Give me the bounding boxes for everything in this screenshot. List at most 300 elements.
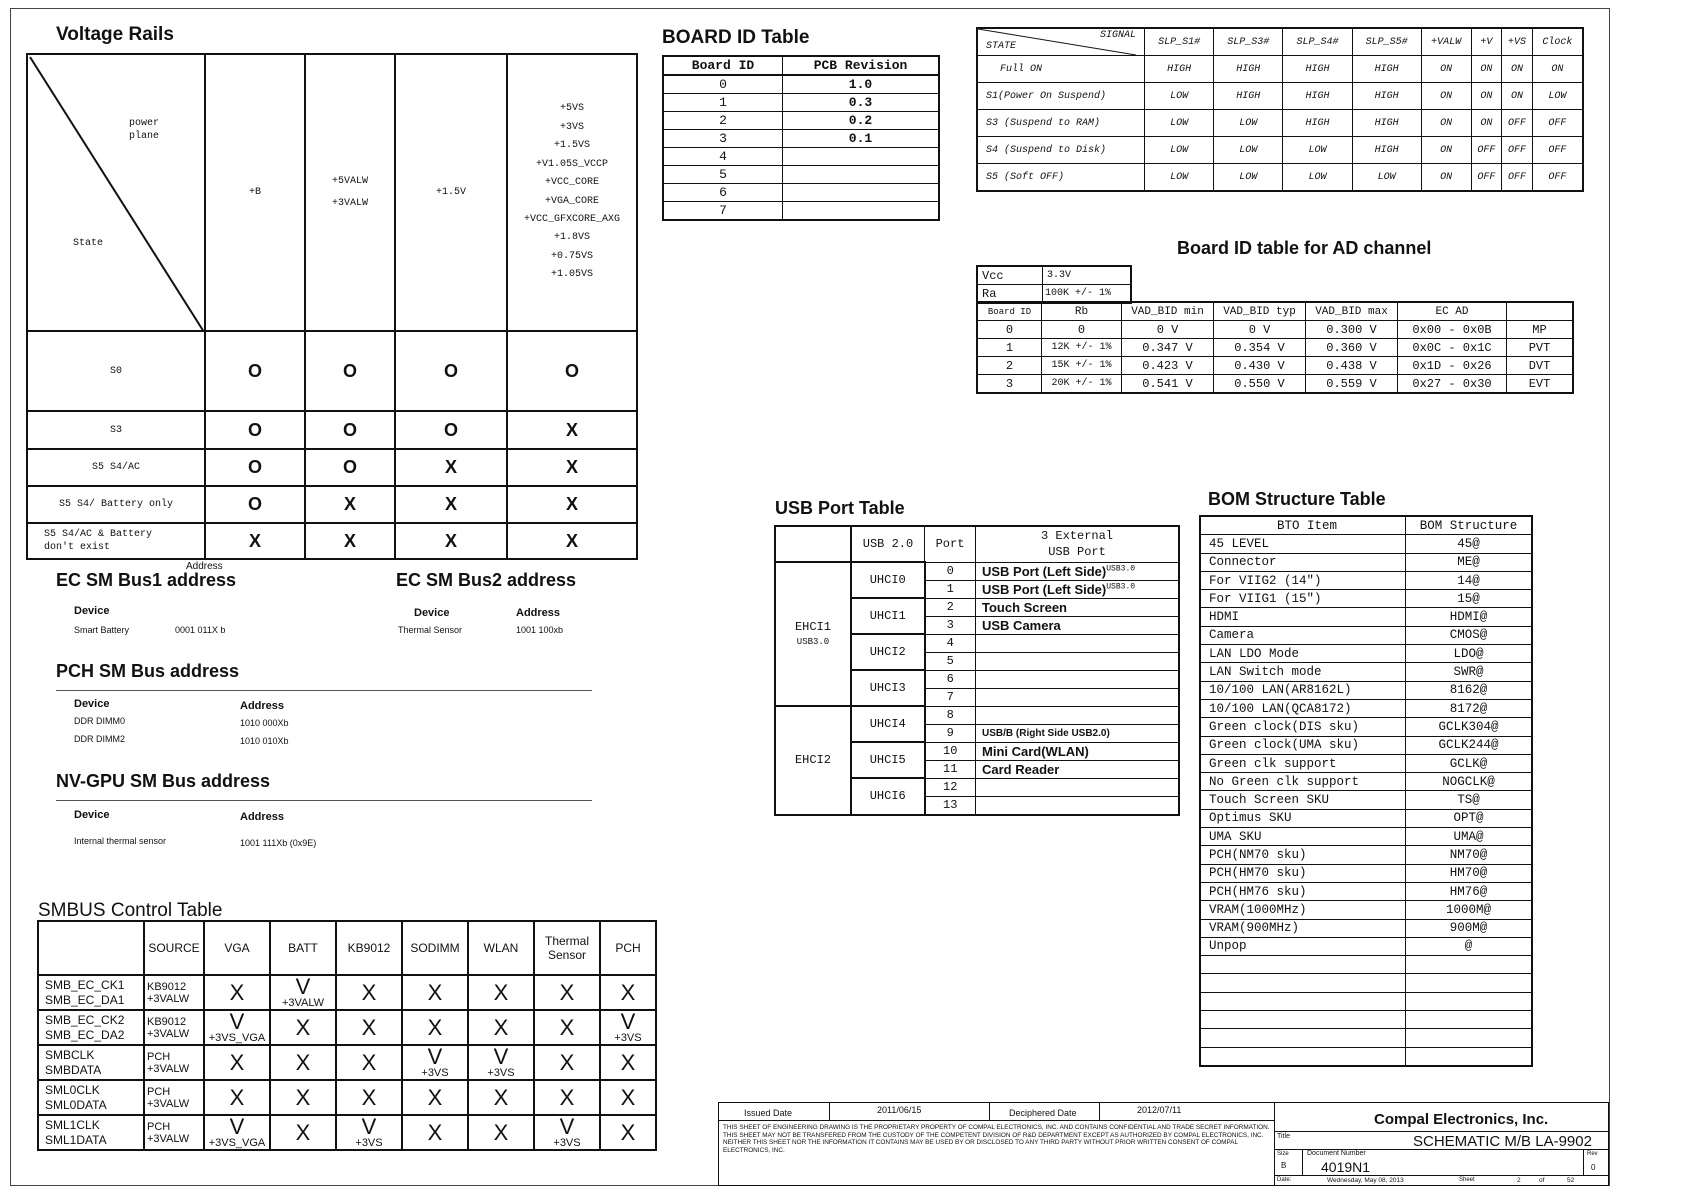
port: 3: [925, 616, 976, 634]
smbus-mark: V: [559, 1113, 575, 1139]
date-value: Wednesday, May 08, 2013: [1327, 1177, 1404, 1184]
mark: X: [305, 486, 395, 523]
bom-structure: 1000M@: [1406, 901, 1533, 919]
bom-structure: CMOS@: [1406, 626, 1533, 644]
bom-item: [1200, 1029, 1406, 1047]
col: SLP_S3#: [1214, 28, 1283, 56]
smbus-rail: +3VS: [421, 1066, 449, 1079]
mark: O: [305, 331, 395, 411]
smbus-rail: +3VS_VGA: [208, 1136, 266, 1149]
state-s3: S3: [27, 411, 205, 449]
c: 2: [977, 357, 1042, 375]
rev-label: Rev: [1587, 1151, 1598, 1157]
smbus-rail: +3VS_VGA: [208, 1031, 266, 1044]
v: LOW: [1145, 164, 1214, 192]
bom-item: [1200, 1011, 1406, 1029]
rail-col-5valw: +5VALW +3VALW: [305, 54, 395, 331]
mark: X: [205, 523, 305, 559]
source-device: KB9012: [147, 980, 187, 993]
ec-bus1-address: 0001 011X b: [175, 625, 226, 635]
size-value: B: [1281, 1161, 1287, 1170]
smbus-cell: [600, 1010, 656, 1045]
cell: 6: [663, 184, 783, 202]
bom-item: [1200, 974, 1406, 992]
state-s5-none: S5 S4/AC & Battery don't exist: [27, 523, 205, 559]
rev-value: 0: [1591, 1163, 1596, 1172]
schematic-title: SCHEMATIC M/B LA-9902: [1413, 1133, 1592, 1150]
c: 0.559 V: [1306, 375, 1398, 394]
mark: X: [395, 449, 507, 486]
pch-bus-device: DDR DIMM0: [74, 716, 125, 726]
title-label: Title: [1277, 1133, 1290, 1140]
bom-item: Connector: [1200, 553, 1406, 571]
c: PVT: [1507, 339, 1574, 357]
cell: 0: [663, 75, 783, 94]
ad-vcc-table: [976, 265, 1132, 304]
cell: 0.1: [783, 130, 940, 148]
bom-item: Unpop: [1200, 937, 1406, 955]
deciphered-label: Deciphered Date: [1009, 1108, 1077, 1118]
tb-line: [1274, 1131, 1608, 1132]
v: HIGH: [1352, 137, 1421, 164]
nvgpu-bus-device: Internal thermal sensor: [74, 836, 167, 846]
usb-port-table: [774, 525, 1180, 816]
smbus-header: SOURCE: [144, 921, 204, 975]
source-device: PCH: [147, 1050, 171, 1063]
bom-table: [1199, 515, 1533, 1067]
port: 8: [925, 706, 976, 724]
smbus-cell: X: [468, 1115, 534, 1150]
smbus-mark: V: [620, 1008, 636, 1034]
ec-bus1-col-address-top: Address: [186, 561, 223, 572]
ec-bus1-title: EC SM Bus1 address: [56, 570, 237, 590]
usb-ehci1: [775, 562, 851, 706]
port: 10: [925, 742, 976, 760]
smbus-cell: X: [534, 1080, 600, 1115]
smbus-source: [144, 975, 204, 1010]
smbus-cell: X: [534, 1010, 600, 1045]
smbus-header: KB9012: [336, 921, 402, 975]
v: OFF: [1532, 137, 1583, 164]
signal-clk: SMB_EC_CK1: [45, 977, 125, 992]
smbus-header: PCH: [600, 921, 656, 975]
bom-item: PCH(HM70 sku): [1200, 864, 1406, 882]
deciphered-date: 2012/07/11: [1137, 1105, 1182, 1115]
header-signal: SIGNAL: [1099, 30, 1136, 41]
tb-vline: [829, 1103, 830, 1120]
smbus-signal: [38, 1115, 144, 1150]
mark: O: [395, 331, 507, 411]
v: ON: [1421, 110, 1471, 137]
smbus-rail: +3VS: [487, 1066, 515, 1079]
ra-value: 100K +/- 1%: [1043, 285, 1132, 304]
state: Full ON: [977, 56, 1145, 83]
cell: 0.3: [783, 94, 940, 112]
source-rail: +3VALW: [147, 1132, 190, 1145]
usb-device: Mini Card(WLAN): [976, 742, 1180, 760]
v: OFF: [1502, 137, 1533, 164]
usb-device: USB/B (Right Side USB2.0): [976, 724, 1180, 742]
usb-device: [976, 706, 1180, 724]
smbus-cell: [468, 1045, 534, 1080]
source-rail: +3VALW: [147, 1027, 190, 1040]
voltage-rails-table: [26, 53, 638, 560]
smbus-header: WLAN: [468, 921, 534, 975]
bom-structure: 8172@: [1406, 699, 1533, 717]
smbus-row: [38, 1045, 656, 1080]
smbus-source: [144, 1080, 204, 1115]
port: 0: [925, 562, 976, 580]
v: HIGH: [1283, 56, 1352, 83]
nvgpu-bus-title: NV-GPU SM Bus address: [56, 771, 271, 791]
state: S4 (Suspend to Disk): [977, 137, 1145, 164]
ad-header: VAD_BID min: [1122, 302, 1214, 321]
source-rail: +3VALW: [147, 1062, 190, 1075]
v: HIGH: [1214, 56, 1283, 83]
tb-line: [1274, 1175, 1608, 1176]
bom-item: VRAM(900MHz): [1200, 919, 1406, 937]
smbus-mark: V: [361, 1113, 377, 1139]
v: OFF: [1502, 110, 1533, 137]
tb-row-line: [719, 1120, 1274, 1121]
col: +V: [1471, 28, 1502, 56]
smbus-mark: V: [427, 1043, 443, 1069]
smbus-cell: X: [600, 975, 656, 1010]
v: LOW: [1214, 110, 1283, 137]
c: 12K +/- 1%: [1042, 339, 1122, 357]
v: OFF: [1471, 137, 1502, 164]
issued-date: 2011/06/15: [877, 1105, 922, 1115]
mark: X: [507, 523, 637, 559]
bom-item: No Green clk support: [1200, 773, 1406, 791]
controller: UHCI2: [851, 634, 925, 670]
v: ON: [1532, 56, 1583, 83]
bom-title: BOM Structure Table: [1208, 489, 1386, 509]
cell: [783, 202, 940, 221]
smbus-cell: X: [336, 1010, 402, 1045]
v: LOW: [1214, 137, 1283, 164]
bom-header-item: BTO Item: [1200, 516, 1406, 535]
bom-structure: 14@: [1406, 571, 1533, 589]
v: ON: [1502, 83, 1533, 110]
col: SLP_S1#: [1145, 28, 1214, 56]
cell: 2: [663, 112, 783, 130]
smbus-cell: X: [402, 1080, 468, 1115]
port: 6: [925, 670, 976, 688]
pch-bus-address: 1010 010Xb: [240, 736, 289, 746]
bom-structure: [1406, 992, 1533, 1010]
smbus-cell: X: [270, 1010, 336, 1045]
controller: UHCI1: [851, 598, 925, 634]
bom-structure: TS@: [1406, 791, 1533, 809]
bom-structure: HM76@: [1406, 882, 1533, 900]
c: 0x0C - 0x1C: [1398, 339, 1507, 357]
cell: 1: [663, 94, 783, 112]
bom-item: [1200, 1047, 1406, 1066]
device-tag: USB3.0: [1106, 564, 1136, 574]
port: 1: [925, 580, 976, 598]
c: 3: [977, 375, 1042, 394]
header-board-id: Board ID: [663, 56, 783, 75]
smbus-cell: X: [600, 1080, 656, 1115]
of-label: of: [1539, 1177, 1545, 1184]
ad-header: EC AD: [1398, 302, 1507, 321]
v: LOW: [1214, 164, 1283, 192]
nvgpu-bus-address: 1001 111Xb (0x9E): [240, 838, 317, 848]
usb-device: [976, 562, 1180, 580]
smbus-body: [38, 975, 656, 1150]
mark: O: [205, 449, 305, 486]
v: ON: [1421, 164, 1471, 192]
bom-item: [1200, 992, 1406, 1010]
pch-bus-col-address: Address: [240, 700, 285, 712]
bom-structure: 15@: [1406, 590, 1533, 608]
smbus-cell: [204, 1115, 270, 1150]
v: HIGH: [1352, 56, 1421, 83]
c: 0.430 V: [1214, 357, 1306, 375]
mark: O: [205, 411, 305, 449]
usb-device: Card Reader: [976, 760, 1180, 778]
smbus-cell: X: [336, 1080, 402, 1115]
bom-structure: UMA@: [1406, 828, 1533, 846]
smbus-cell: X: [270, 1045, 336, 1080]
cell: 7: [663, 202, 783, 221]
device-tag: USB3.0: [1106, 582, 1136, 592]
state-s5-ac: S5 S4/AC: [27, 449, 205, 486]
smbus-row: [38, 1080, 656, 1115]
c: MP: [1507, 321, 1574, 339]
sheet-label: Sheet: [1459, 1177, 1475, 1183]
tb-vline: [1302, 1149, 1303, 1175]
smbus-cell: X: [468, 975, 534, 1010]
c: 0.423 V: [1122, 357, 1214, 375]
bom-item: 45 LEVEL: [1200, 535, 1406, 553]
c: 0.541 V: [1122, 375, 1214, 394]
smbus-row: [38, 975, 656, 1010]
doc-number-label: Document Number: [1307, 1150, 1366, 1157]
signal-state-table: [976, 27, 1584, 192]
bom-structure: LDO@: [1406, 645, 1533, 663]
smbus-rail: +3VS: [553, 1136, 581, 1149]
bom-structure: HDMI@: [1406, 608, 1533, 626]
rail-col-1-5v: +1.5V: [395, 54, 507, 331]
ad-table-title: Board ID table for AD channel: [1177, 238, 1432, 258]
bom-item: For VIIG1 (15"): [1200, 590, 1406, 608]
bom-item: Green clk support: [1200, 754, 1406, 772]
smbus-title: SMBUS Control Table: [38, 900, 223, 921]
v: OFF: [1532, 164, 1583, 192]
smbus-signal: [38, 1045, 144, 1080]
source-device: KB9012: [147, 1015, 187, 1028]
port: 2: [925, 598, 976, 616]
c: 0.300 V: [1306, 321, 1398, 339]
c: 0 V: [1122, 321, 1214, 339]
cell: 4: [663, 148, 783, 166]
usb-device: [976, 778, 1180, 796]
c: 0x1D - 0x26: [1398, 357, 1507, 375]
signal-header-corner: [977, 28, 1145, 56]
ec-bus2-title: EC SM Bus2 address: [396, 570, 577, 590]
smbus-cell: X: [534, 975, 600, 1010]
v: HIGH: [1214, 83, 1283, 110]
signal-data: SML0DATA: [45, 1097, 107, 1112]
c: 0: [1042, 321, 1122, 339]
vcc-label: Vcc: [977, 266, 1043, 285]
v: HIGH: [1283, 83, 1352, 110]
source-device: PCH: [147, 1120, 171, 1133]
smbus-header: SODIMM: [402, 921, 468, 975]
voltage-rails-corner: [27, 54, 205, 331]
doc-number: 4019N1: [1321, 1159, 1371, 1175]
v: ON: [1502, 56, 1533, 83]
size-label: Size: [1277, 1151, 1289, 1157]
ec-bus1-col-device: Device: [74, 605, 110, 617]
cell: 1.0: [783, 75, 940, 94]
v: OFF: [1471, 164, 1502, 192]
v: LOW: [1145, 83, 1214, 110]
usb-device: [976, 688, 1180, 706]
usb-device: Touch Screen: [976, 598, 1180, 616]
smbus-cell: X: [468, 1080, 534, 1115]
issued-label: Issued Date: [744, 1108, 793, 1118]
bom-structure: GCLK304@: [1406, 718, 1533, 736]
usb-device: [976, 670, 1180, 688]
v: LOW: [1352, 164, 1421, 192]
bom-item: Green clock(UMA sku): [1200, 736, 1406, 754]
title-block: [718, 1102, 1609, 1186]
signal-data: SML1DATA: [45, 1132, 107, 1147]
mark: X: [305, 523, 395, 559]
c: 0.550 V: [1214, 375, 1306, 394]
controller: UHCI5: [851, 742, 925, 778]
mark: O: [305, 449, 395, 486]
smbus-mark: V: [229, 1113, 245, 1139]
tb-vline: [1583, 1149, 1584, 1175]
controller: UHCI4: [851, 706, 925, 742]
ec-bus1-device: Smart Battery: [74, 625, 130, 635]
bom-structure: 45@: [1406, 535, 1533, 553]
smbus-cell: X: [402, 1115, 468, 1150]
c: 20K +/- 1%: [1042, 375, 1122, 394]
c: EVT: [1507, 375, 1574, 394]
mark: O: [507, 331, 637, 411]
c: DVT: [1507, 357, 1574, 375]
smbus-cell: X: [204, 1045, 270, 1080]
diagonal-line: [28, 55, 204, 332]
ec-bus2-address: 1001 100xb: [516, 625, 564, 635]
signal-data: SMBDATA: [45, 1062, 102, 1077]
smbus-cell: X: [468, 1010, 534, 1045]
col: SLP_S5#: [1352, 28, 1421, 56]
smbus-source: [144, 1010, 204, 1045]
pch-bus-device: DDR DIMM2: [74, 734, 125, 744]
tb-vline: [1099, 1103, 1100, 1120]
mark: X: [507, 411, 637, 449]
nvgpu-bus-col-device: Device: [74, 809, 110, 821]
usb-device: [976, 580, 1180, 598]
cell: 3: [663, 130, 783, 148]
col: Clock: [1532, 28, 1583, 56]
ad-header: Rb: [1042, 302, 1122, 321]
controller: UHCI3: [851, 670, 925, 706]
v: ON: [1421, 83, 1471, 110]
smbus-cell: X: [600, 1045, 656, 1080]
usb-device: [976, 634, 1180, 652]
signal-clk: SML0CLK: [45, 1082, 100, 1097]
bom-structure: 900M@: [1406, 919, 1533, 937]
port: 7: [925, 688, 976, 706]
pch-bus-address: 1010 000Xb: [240, 718, 289, 728]
c: 0x27 - 0x30: [1398, 375, 1507, 394]
col: +VS: [1502, 28, 1533, 56]
ad-header: VAD_BID typ: [1214, 302, 1306, 321]
smbus-row: [38, 1010, 656, 1045]
bom-structure: [1406, 1029, 1533, 1047]
bom-header-structure: BOM Structure: [1406, 516, 1533, 535]
smbus-cell: X: [204, 975, 270, 1010]
c: 0x00 - 0x0B: [1398, 321, 1507, 339]
smbus-cell: X: [402, 975, 468, 1010]
company-name: Compal Electronics, Inc.: [1374, 1111, 1549, 1128]
c: 0.360 V: [1306, 339, 1398, 357]
bom-structure: GCLK244@: [1406, 736, 1533, 754]
mark: X: [395, 523, 507, 559]
v: OFF: [1532, 110, 1583, 137]
state: S3 (Suspend to RAM): [977, 110, 1145, 137]
board-id-title: BOARD ID Table: [662, 27, 810, 48]
v: LOW: [1145, 110, 1214, 137]
bom-structure: [1406, 956, 1533, 974]
ad-channel-table: [976, 301, 1574, 394]
corner-bottom-label: State: [73, 238, 104, 249]
bom-item: UMA SKU: [1200, 828, 1406, 846]
state-s5-battery: S5 S4/ Battery only: [27, 486, 205, 523]
controller: UHCI6: [851, 778, 925, 815]
date-label: Date:: [1277, 1177, 1292, 1183]
smbus-source: [144, 1115, 204, 1150]
port: 12: [925, 778, 976, 796]
usb-device: [976, 652, 1180, 670]
c: 0 V: [1214, 321, 1306, 339]
ad-header: VAD_BID max: [1306, 302, 1398, 321]
smbus-signal: [38, 1010, 144, 1045]
usb-ehci2: EHCI2: [775, 706, 851, 815]
smbus-signal: [38, 975, 144, 1010]
state: S1(Power On Suspend): [977, 83, 1145, 110]
smbus-header-blank: [38, 921, 144, 975]
port: 5: [925, 652, 976, 670]
cell: [783, 166, 940, 184]
rail-col-b: +B: [205, 54, 305, 331]
bom-structure: [1406, 974, 1533, 992]
smbus-cell: X: [270, 1115, 336, 1150]
c: 0: [977, 321, 1042, 339]
smbus-cell: [402, 1045, 468, 1080]
smbus-table: [37, 920, 657, 1151]
bom-item: VRAM(1000MHz): [1200, 901, 1406, 919]
usb-device: [976, 796, 1180, 815]
tb-vline: [989, 1103, 990, 1120]
mark: X: [395, 486, 507, 523]
bom-item: Camera: [1200, 626, 1406, 644]
header-pcb-revision: PCB Revision: [783, 56, 940, 75]
c: 0.347 V: [1122, 339, 1214, 357]
smbus-rail: +3VALW: [281, 996, 325, 1009]
state-s0: S0: [27, 331, 205, 411]
c: 0.438 V: [1306, 357, 1398, 375]
v: LOW: [1532, 83, 1583, 110]
source-device: PCH: [147, 1085, 171, 1098]
